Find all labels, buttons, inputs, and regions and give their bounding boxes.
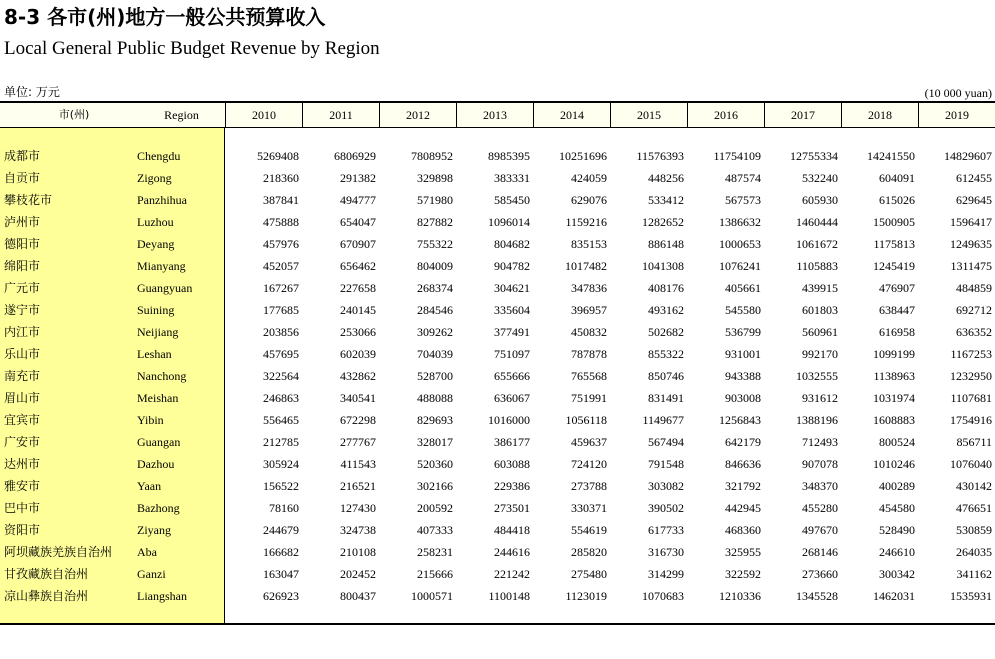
revenue-value-cell: 215666: [417, 567, 453, 581]
revenue-value-cell: 846636: [725, 457, 761, 471]
revenue-value-cell: 1010246: [873, 457, 915, 471]
revenue-value-cell: 1245419: [873, 259, 915, 273]
revenue-value-cell: 800437: [340, 589, 376, 603]
region-name-en: Aba: [137, 545, 157, 559]
revenue-value-cell: 992170: [802, 347, 838, 361]
region-name-en: Zigong: [137, 171, 172, 185]
revenue-value-cell: 605930: [802, 193, 838, 207]
revenue-value-cell: 7808952: [411, 149, 453, 163]
revenue-value-cell: 411543: [340, 457, 376, 471]
revenue-value-cell: 1076241: [719, 259, 761, 273]
header-year: 2015: [610, 103, 687, 127]
revenue-value-cell: 787878: [571, 347, 607, 361]
revenue-value-cell: 1056118: [565, 413, 607, 427]
revenue-value-cell: 1000571: [411, 589, 453, 603]
revenue-value-cell: 476907: [879, 281, 915, 295]
revenue-value-cell: 14829607: [944, 149, 992, 163]
revenue-value-cell: 316730: [648, 545, 684, 559]
region-name-cn: 宜宾市: [4, 413, 41, 427]
revenue-value-cell: 494777: [340, 193, 376, 207]
revenue-value-cell: 692712: [956, 303, 992, 317]
region-name-cn: 乐山市: [4, 347, 41, 361]
revenue-value-cell: 636067: [494, 391, 530, 405]
revenue-value-cell: 212785: [263, 435, 299, 449]
revenue-value-cell: 442945: [725, 501, 761, 515]
region-name-cn: 德阳市: [4, 237, 41, 251]
revenue-value-cell: 468360: [725, 523, 761, 537]
revenue-value-cell: 1232950: [950, 369, 992, 383]
region-name-en: Bazhong: [137, 501, 180, 515]
revenue-value-cell: 1500905: [873, 215, 915, 229]
revenue-value-cell: 1100148: [488, 589, 530, 603]
revenue-value-cell: 275480: [571, 567, 607, 581]
revenue-value-cell: 931612: [802, 391, 838, 405]
revenue-value-cell: 1149677: [642, 413, 684, 427]
revenue-value-cell: 604091: [879, 171, 915, 185]
revenue-value-cell: 1041308: [642, 259, 684, 273]
revenue-value-cell: 5269408: [257, 149, 299, 163]
revenue-value-cell: 6806929: [334, 149, 376, 163]
revenue-value-cell: 931001: [725, 347, 761, 361]
revenue-value-cell: 246863: [263, 391, 299, 405]
revenue-value-cell: 642179: [725, 435, 761, 449]
revenue-value-cell: 636352: [956, 325, 992, 339]
revenue-value-cell: 493162: [648, 303, 684, 317]
revenue-value-cell: 1167253: [950, 347, 992, 361]
revenue-value-cell: 203856: [263, 325, 299, 339]
region-name-en: Ziyang: [137, 523, 171, 537]
revenue-value-cell: 672298: [340, 413, 376, 427]
table-row: [0, 277, 995, 299]
table-row: [0, 453, 995, 475]
revenue-value-cell: 567573: [725, 193, 761, 207]
header-year: 2016: [687, 103, 764, 127]
revenue-value-cell: 246610: [879, 545, 915, 559]
revenue-value-cell: 284546: [417, 303, 453, 317]
revenue-value-cell: 253066: [340, 325, 376, 339]
revenue-value-cell: 615026: [879, 193, 915, 207]
revenue-value-cell: 273788: [571, 479, 607, 493]
revenue-value-cell: 654047: [340, 215, 376, 229]
revenue-value-cell: 452057: [263, 259, 299, 273]
table-row: [0, 563, 995, 585]
revenue-value-cell: 831491: [648, 391, 684, 405]
revenue-value-cell: 1210336: [719, 589, 761, 603]
revenue-value-cell: 1460444: [796, 215, 838, 229]
revenue-value-cell: 328017: [417, 435, 453, 449]
revenue-value-cell: 244616: [494, 545, 530, 559]
revenue-value-cell: 387841: [263, 193, 299, 207]
region-name-en: Leshan: [137, 347, 172, 361]
revenue-value-cell: 1061672: [796, 237, 838, 251]
revenue-value-cell: 656462: [340, 259, 376, 273]
revenue-value-cell: 751991: [571, 391, 607, 405]
revenue-value-cell: 533412: [648, 193, 684, 207]
revenue-value-cell: 329898: [417, 171, 453, 185]
revenue-value-cell: 1256843: [719, 413, 761, 427]
revenue-value-cell: 829693: [417, 413, 453, 427]
region-name-cn: 内江市: [4, 325, 41, 339]
revenue-value-cell: 484859: [956, 281, 992, 295]
revenue-value-cell: 497670: [802, 523, 838, 537]
revenue-value-cell: 907078: [802, 457, 838, 471]
region-name-en: Neijiang: [137, 325, 179, 339]
revenue-value-cell: 258231: [417, 545, 453, 559]
revenue-value-cell: 1123019: [565, 589, 607, 603]
revenue-value-cell: 1107681: [950, 391, 992, 405]
revenue-value-cell: 459637: [571, 435, 607, 449]
table-row: [0, 431, 995, 453]
revenue-value-cell: 670907: [340, 237, 376, 251]
revenue-value-cell: 273501: [494, 501, 530, 515]
table-row: [0, 321, 995, 343]
region-name-cn: 遂宁市: [4, 303, 41, 317]
region-name-cn: 资阳市: [4, 523, 41, 537]
revenue-value-cell: 484418: [494, 523, 530, 537]
revenue-value-cell: 724120: [571, 457, 607, 471]
region-name-en: Panzhihua: [137, 193, 187, 207]
revenue-value-cell: 156522: [263, 479, 299, 493]
revenue-value-cell: 556465: [263, 413, 299, 427]
region-name-cn: 南充市: [4, 369, 41, 383]
table-row: [0, 299, 995, 321]
revenue-value-cell: 1031974: [873, 391, 915, 405]
revenue-value-cell: 712493: [802, 435, 838, 449]
revenue-value-cell: 322564: [263, 369, 299, 383]
revenue-value-cell: 487574: [725, 171, 761, 185]
table-row: [0, 343, 995, 365]
region-name-cn: 眉山市: [4, 391, 41, 405]
revenue-value-cell: 655666: [494, 369, 530, 383]
revenue-value-cell: 439915: [802, 281, 838, 295]
table-row: [0, 145, 995, 167]
revenue-value-cell: 827882: [417, 215, 453, 229]
revenue-value-cell: 804682: [494, 237, 530, 251]
revenue-value-cell: 396957: [571, 303, 607, 317]
revenue-value-cell: 377491: [494, 325, 530, 339]
revenue-value-cell: 1345528: [796, 589, 838, 603]
revenue-value-cell: 264035: [956, 545, 992, 559]
header-region: Region: [164, 108, 199, 122]
table-row: [0, 519, 995, 541]
revenue-value-cell: 177685: [263, 303, 299, 317]
revenue-value-cell: 432862: [340, 369, 376, 383]
revenue-value-cell: 835153: [571, 237, 607, 251]
revenue-value-cell: 603088: [494, 457, 530, 471]
region-name-en: Mianyang: [137, 259, 186, 273]
revenue-value-cell: 430142: [956, 479, 992, 493]
revenue-value-cell: 163047: [263, 567, 299, 581]
table-row: [0, 475, 995, 497]
revenue-value-cell: 502682: [648, 325, 684, 339]
table-row: [0, 365, 995, 387]
revenue-value-cell: 560961: [802, 325, 838, 339]
revenue-value-cell: 1535931: [950, 589, 992, 603]
header-year: 2011: [302, 103, 379, 127]
revenue-value-cell: 202452: [340, 567, 376, 581]
unit-label-cn: 单位: 万元: [4, 85, 60, 99]
revenue-value-cell: 11576393: [636, 149, 684, 163]
revenue-value-cell: 545580: [725, 303, 761, 317]
revenue-value-cell: 405661: [725, 281, 761, 295]
revenue-value-cell: 303082: [648, 479, 684, 493]
revenue-value-cell: 78160: [269, 501, 299, 515]
table-row: [0, 189, 995, 211]
revenue-value-cell: 1096014: [488, 215, 530, 229]
revenue-value-cell: 1105883: [796, 259, 838, 273]
revenue-value-cell: 638447: [879, 303, 915, 317]
revenue-value-cell: 601803: [802, 303, 838, 317]
revenue-value-cell: 488088: [417, 391, 453, 405]
revenue-value-cell: 8985395: [488, 149, 530, 163]
revenue-value-cell: 1000653: [719, 237, 761, 251]
revenue-value-cell: 386177: [494, 435, 530, 449]
region-name-en: Ganzi: [137, 567, 166, 581]
header-year: 2012: [379, 103, 456, 127]
region-name-cn: 成都市: [4, 149, 41, 163]
revenue-value-cell: 532240: [802, 171, 838, 185]
revenue-value-cell: 904782: [494, 259, 530, 273]
revenue-value-cell: 383331: [494, 171, 530, 185]
revenue-value-cell: 240145: [340, 303, 376, 317]
revenue-value-cell: 347836: [571, 281, 607, 295]
region-name-en: Suining: [137, 303, 175, 317]
table-row: [0, 255, 995, 277]
revenue-value-cell: 571980: [417, 193, 453, 207]
region-name-cn: 阿坝藏族羌族自治州: [4, 545, 113, 559]
header-year: 2014: [533, 103, 610, 127]
revenue-value-cell: 10251696: [559, 149, 607, 163]
revenue-value-cell: 216521: [340, 479, 376, 493]
revenue-value-cell: 305924: [263, 457, 299, 471]
revenue-value-cell: 268146: [802, 545, 838, 559]
revenue-value-cell: 167267: [263, 281, 299, 295]
revenue-value-cell: 617733: [648, 523, 684, 537]
region-name-en: Yaan: [137, 479, 162, 493]
revenue-value-cell: 1462031: [873, 589, 915, 603]
revenue-value-cell: 1070683: [642, 589, 684, 603]
region-name-cn: 甘孜藏族自治州: [4, 567, 89, 581]
revenue-value-cell: 855322: [648, 347, 684, 361]
unit-label-en: (10 000 yuan): [924, 86, 992, 100]
revenue-value-cell: 457976: [263, 237, 299, 251]
revenue-value-cell: 520360: [417, 457, 453, 471]
revenue-value-cell: 322592: [725, 567, 761, 581]
region-name-cn: 自贡市: [4, 171, 41, 185]
region-name-cn: 凉山彝族自治州: [4, 589, 89, 603]
revenue-value-cell: 1017482: [565, 259, 607, 273]
revenue-value-cell: 1138963: [873, 369, 915, 383]
revenue-value-cell: 321792: [725, 479, 761, 493]
revenue-value-cell: 476651: [956, 501, 992, 515]
revenue-value-cell: 765568: [571, 369, 607, 383]
revenue-value-cell: 528490: [879, 523, 915, 537]
region-name-cn: 攀枝花市: [4, 193, 53, 207]
revenue-value-cell: 886148: [648, 237, 684, 251]
revenue-value-cell: 856711: [956, 435, 992, 449]
revenue-value-cell: 626923: [263, 589, 299, 603]
revenue-value-cell: 1032555: [796, 369, 838, 383]
revenue-value-cell: 390502: [648, 501, 684, 515]
revenue-value-cell: 554619: [571, 523, 607, 537]
table-row: [0, 167, 995, 189]
region-name-en: Liangshan: [137, 589, 187, 603]
region-name-cn: 巴中市: [4, 501, 41, 515]
revenue-value-cell: 221242: [494, 567, 530, 581]
region-name-en: Luzhou: [137, 215, 174, 229]
revenue-value-cell: 1175813: [873, 237, 915, 251]
revenue-value-cell: 943388: [725, 369, 761, 383]
revenue-value-cell: 285820: [571, 545, 607, 559]
revenue-value-cell: 755322: [417, 237, 453, 251]
revenue-value-cell: 1596417: [950, 215, 992, 229]
revenue-value-cell: 704039: [417, 347, 453, 361]
header-city-cn: 市(州): [58, 108, 90, 121]
revenue-value-cell: 1159216: [565, 215, 607, 229]
revenue-value-cell: 903008: [725, 391, 761, 405]
revenue-value-cell: 127430: [340, 501, 376, 515]
revenue-value-cell: 612455: [956, 171, 992, 185]
table-row: [0, 541, 995, 563]
revenue-value-cell: 277767: [340, 435, 376, 449]
revenue-value-cell: 1388196: [796, 413, 838, 427]
revenue-value-cell: 268374: [417, 281, 453, 295]
revenue-value-cell: 585450: [494, 193, 530, 207]
revenue-value-cell: 475888: [263, 215, 299, 229]
revenue-value-cell: 227658: [340, 281, 376, 295]
table-header: [0, 103, 995, 128]
table-row: [0, 211, 995, 233]
header-year: 2017: [764, 103, 841, 127]
revenue-value-cell: 291382: [340, 171, 376, 185]
revenue-value-cell: 200592: [417, 501, 453, 515]
region-name-en: Deyang: [137, 237, 175, 251]
revenue-value-cell: 341162: [956, 567, 992, 581]
revenue-value-cell: 791548: [648, 457, 684, 471]
revenue-value-cell: 1016000: [488, 413, 530, 427]
region-name-cn: 泸州市: [4, 215, 41, 229]
table-row: [0, 497, 995, 519]
revenue-value-cell: 1386632: [719, 215, 761, 229]
revenue-value-cell: 629645: [956, 193, 992, 207]
revenue-value-cell: 751097: [494, 347, 530, 361]
revenue-value-cell: 455280: [802, 501, 838, 515]
revenue-value-cell: 450832: [571, 325, 607, 339]
region-name-en: Nanchong: [137, 369, 187, 383]
revenue-value-cell: 800524: [879, 435, 915, 449]
revenue-value-cell: 1754916: [950, 413, 992, 427]
revenue-value-cell: 300342: [879, 567, 915, 581]
region-name-en: Chengdu: [137, 149, 181, 163]
revenue-value-cell: 850746: [648, 369, 684, 383]
region-name-en: Guangyuan: [137, 281, 193, 295]
header-year: 2010: [225, 103, 302, 127]
region-name-cn: 达州市: [4, 457, 41, 471]
table-row: [0, 585, 995, 607]
revenue-value-cell: 454580: [879, 501, 915, 515]
header-year: 2018: [841, 103, 918, 127]
revenue-value-cell: 1311475: [950, 259, 992, 273]
revenue-value-cell: 210108: [340, 545, 376, 559]
table-bottom-rule: [0, 623, 995, 625]
revenue-value-cell: 340541: [340, 391, 376, 405]
revenue-value-cell: 804009: [417, 259, 453, 273]
region-name-cn: 雅安市: [4, 479, 41, 493]
table-row: [0, 409, 995, 431]
revenue-value-cell: 166682: [263, 545, 299, 559]
revenue-value-cell: 536799: [725, 325, 761, 339]
revenue-value-cell: 335604: [494, 303, 530, 317]
region-name-cn: 广元市: [4, 281, 41, 295]
revenue-value-cell: 567494: [648, 435, 684, 449]
revenue-value-cell: 14241550: [867, 149, 915, 163]
revenue-value-cell: 229386: [494, 479, 530, 493]
revenue-value-cell: 325955: [725, 545, 761, 559]
revenue-value-cell: 244679: [263, 523, 299, 537]
revenue-value-cell: 1249635: [950, 237, 992, 251]
table-row: [0, 387, 995, 409]
revenue-value-cell: 602039: [340, 347, 376, 361]
revenue-value-cell: 12755334: [790, 149, 838, 163]
revenue-value-cell: 314299: [648, 567, 684, 581]
revenue-value-cell: 304621: [494, 281, 530, 295]
region-name-en: Dazhou: [137, 457, 175, 471]
revenue-value-cell: 309262: [417, 325, 453, 339]
revenue-value-cell: 11754109: [713, 149, 761, 163]
revenue-value-cell: 302166: [417, 479, 453, 493]
revenue-value-cell: 530859: [956, 523, 992, 537]
revenue-value-cell: 528700: [417, 369, 453, 383]
revenue-value-cell: 1099199: [873, 347, 915, 361]
page-title-cn: 8-3 各市(州)地方一般公共预算收入: [4, 5, 326, 29]
table-row: [0, 233, 995, 255]
revenue-value-cell: 616958: [879, 325, 915, 339]
header-year: 2013: [456, 103, 533, 127]
revenue-value-cell: 324738: [340, 523, 376, 537]
revenue-value-cell: 629076: [571, 193, 607, 207]
header-year: 2019: [918, 103, 995, 127]
revenue-value-cell: 1076040: [950, 457, 992, 471]
region-name-cn: 绵阳市: [4, 259, 41, 273]
revenue-value-cell: 273660: [802, 567, 838, 581]
page-title-en: Local General Public Budget Revenue by Region: [4, 38, 380, 59]
revenue-value-cell: 400289: [879, 479, 915, 493]
revenue-value-cell: 424059: [571, 171, 607, 185]
revenue-value-cell: 1282652: [642, 215, 684, 229]
revenue-value-cell: 407333: [417, 523, 453, 537]
revenue-value-cell: 448256: [648, 171, 684, 185]
region-name-en: Yibin: [137, 413, 164, 427]
revenue-value-cell: 457695: [263, 347, 299, 361]
region-name-en: Meishan: [137, 391, 179, 405]
revenue-value-cell: 218360: [263, 171, 299, 185]
revenue-value-cell: 1608883: [873, 413, 915, 427]
region-name-en: Guangan: [137, 435, 181, 449]
revenue-value-cell: 330371: [571, 501, 607, 515]
revenue-value-cell: 408176: [648, 281, 684, 295]
revenue-value-cell: 348370: [802, 479, 838, 493]
region-name-cn: 广安市: [4, 435, 41, 449]
